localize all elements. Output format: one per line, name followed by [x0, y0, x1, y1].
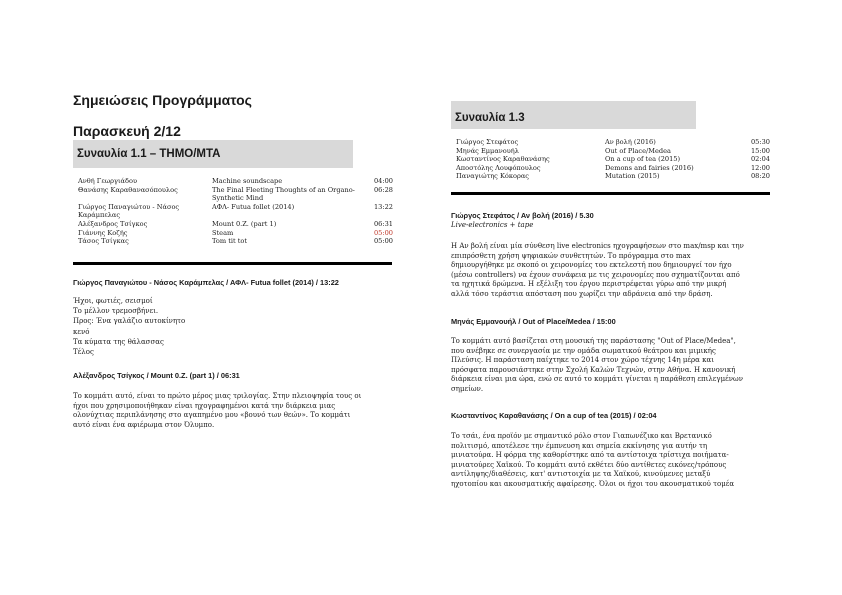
- text-line: που ανέβηκε σε συνεργασία με την ομάδα σωματικού θεάτρου και μιμικής: [451, 346, 716, 355]
- duration: 06:31: [373, 219, 393, 228]
- poem-line: Προς: Ένα γαλάζιο αυτοκίνητο: [73, 317, 186, 326]
- composer: Τάσος Τσίγκας: [78, 237, 129, 246]
- text-line: αντίληψης/διαθέσεις, κατ' αντιστοιχία με τα Χαϊκού, κινούμενες μεταξύ: [451, 470, 711, 479]
- composer-line2: Καράμπελας: [78, 211, 121, 220]
- text-line: ήχοι που χρησιμοποιήθηκαν είναι ηχογραφημένοι κατά την διάρκεια μιας: [73, 401, 336, 410]
- work-title: Mutation (2015): [605, 172, 660, 181]
- text-line: μινιατούρες Χαϊκού. Το κομμάτι αυτό εκθέτει δύο αντίθετες εικόνες/τρόπους: [451, 460, 727, 469]
- duration: 05:00: [373, 228, 393, 237]
- concert-heading-1-3: Συναυλία 1.3: [451, 101, 696, 129]
- work-title: Machine soundscape: [212, 177, 283, 185]
- composer: Γιώργος Παναγιώτου - Νάσος: [78, 202, 180, 211]
- section-divider: [451, 192, 770, 195]
- work-heading: Αλέξανδρος Τσίγκος / Mount 0.Z. (part 1) / 06:31: [73, 371, 240, 380]
- work-title: Steam: [212, 228, 234, 237]
- composer: Αποστόλης Λουφόπουλος: [456, 163, 541, 172]
- poem-line: Τέλος: [73, 348, 94, 357]
- instrumentation: Live-electronics + tape: [451, 221, 534, 229]
- text-line: πρόσφατα παρουσιάστηκε στην Σχολή Καλών Τεχνών, στην Αθήνα. Η κανονική: [451, 365, 736, 374]
- program-row: [456, 155, 770, 164]
- text-line: αυτό είναι ένα αφιέρωμα στον Όλυμπο.: [73, 420, 215, 429]
- text-line: αλλά τόσο τεράστια απόσταση που χωρίζει την αδράνεια από την δράση.: [451, 289, 713, 298]
- poem-line: Το μέλλον τρεμοσβήνει.: [73, 307, 159, 316]
- work-title: Mount 0.Z. (part 1): [212, 219, 277, 228]
- text-line: ολονύχτιας περιπλάνησης στο αγαπημένο μου «βουνό των θεών». Το κομμάτι: [73, 411, 351, 420]
- duration: 05:00: [373, 237, 393, 246]
- work-heading: Γιώργος Στεφάτος / Αν βολή (2016) / 5.30: [451, 211, 594, 220]
- program-table-left: [78, 177, 393, 255]
- text-line: πολιτισμό, αποτέλεσε την έμπνευση και σημεία εκκίνησης για αυτήν τη: [451, 441, 708, 450]
- duration: 02:04: [750, 155, 770, 164]
- program-row: [78, 229, 393, 238]
- program-row: [456, 172, 770, 181]
- work-title-line2: Synthetic Mind: [212, 194, 264, 203]
- text-line: Πλεύσις. Η παράσταση παίχτηκε το 2014 στον χώρο τέχνης 14η μέρα και: [451, 356, 714, 365]
- work-title: Αν βολή (2016): [605, 138, 656, 146]
- text-line: Το κομμάτι αυτό, είναι το πρώτο μέρος μιας τριλογίας. Στην πλειοψηφία τους οι: [73, 392, 362, 400]
- text-line: δημιουργήθηκε με σκοπό οι χειρονομίες του εκτελεστή που δημιουργεί τον ήχο: [451, 261, 732, 270]
- concert-heading-1-1: Συναυλία 1.1 – ΤΗΜΟ/ΜΤΑ: [73, 140, 353, 168]
- text-line: διάρκεια είναι μια ώρα, ενώ σε αυτό το κομμάτι γίνεται η παράθεση επιλεγμένων: [451, 375, 743, 384]
- text-line: επιπρόσθετη χρήση ψηφιακών συνθετητών. Το πρόγραμμα στο max: [451, 251, 691, 260]
- poem-line: κενό: [73, 327, 90, 336]
- composer: Παναγιώτης Κόκορας: [456, 172, 529, 181]
- work-description: [73, 392, 388, 430]
- text-line: μινιατούρα. Η φόρμα της καθορίστηκε από τα αντίστοιχα τρίστιχα ποιήματα-: [451, 451, 729, 460]
- page-title: Σημειώσεις Προγράμματος: [73, 92, 252, 108]
- work-heading: Γιώργος Παναγιώτου - Νάσος Καράμπελας / ΑΦΛ- Futua follet (2014) / 13:22: [73, 278, 339, 287]
- work-description: [451, 242, 771, 300]
- program-row: [78, 186, 393, 203]
- poem-line: Τα κύματα της θάλασσας: [73, 337, 164, 346]
- work-title: ΑΦΛ- Futua follet (2014): [212, 202, 295, 211]
- work-title: Out of Place/Medea: [605, 146, 671, 155]
- text-line: σημείων.: [451, 384, 484, 393]
- work-title: Demons and fairies (2016): [605, 163, 694, 172]
- composer: Κωσταντίνος Καραθανάσης: [456, 155, 550, 164]
- text-line: (μέσω controllers) να έχουν συνάφεια με τις χειρονομίες που σχηματίζονται από: [451, 270, 740, 279]
- work-title: Tom tit tot: [212, 237, 247, 246]
- text-line: τα ηχητικά δρώμενα. Η εξέλιξη του έργου περιστρέφεται γύρω από την μικρή: [451, 280, 727, 289]
- program-row: [78, 203, 393, 220]
- composer: Ανθή Γεωργιάδου: [78, 177, 137, 185]
- composer: Γιώργος Στεφάτος: [456, 138, 519, 146]
- text-line: Το κομμάτι αυτό βασίζεται στη μουσική της παράστασης "Out of Place/Medea",: [451, 337, 736, 345]
- duration: 12:00: [750, 163, 770, 172]
- text-line: ηχοτοπίου και ακουσματικής αφαίρεσης. Όλοι οι ήχοι του ακουσματικού τομέα: [451, 479, 735, 488]
- duration: 15:00: [750, 146, 770, 155]
- program-row: [78, 237, 393, 246]
- composer: Αλέξανδρος Τσίγκος: [78, 219, 148, 228]
- poem: [73, 296, 373, 357]
- program-row: [78, 177, 393, 186]
- date-heading: Παρασκευή 2/12: [73, 123, 181, 139]
- duration: 08:20: [750, 172, 770, 181]
- composer: Μηνάς Εμμανουήλ: [456, 146, 519, 155]
- duration: 06:28: [373, 185, 393, 194]
- duration: 04:00: [373, 177, 393, 185]
- duration: 13:22: [373, 202, 393, 211]
- work-heading: Μηνάς Εμμανουήλ / Out of Place/Medea / 15:00: [451, 317, 616, 326]
- program-row: [456, 138, 770, 147]
- work-title: On a cup of tea (2015): [605, 155, 681, 164]
- work-description: [451, 432, 771, 490]
- composer: Θανάσης Καραθανασόπουλος: [78, 185, 178, 194]
- work-heading: Κωσταντίνος Καραθανάσης / On a cup of tea (2015) / 02:04: [451, 411, 657, 420]
- program-row: [78, 220, 393, 229]
- composer: Γιάννης Κοζής: [78, 228, 128, 237]
- duration: 05:30: [750, 138, 770, 146]
- section-divider: [73, 262, 392, 265]
- program-row: [456, 164, 770, 173]
- text-line: Το τσάι, ένα προϊόν με σημαντικό ρόλο στον Γιαπωνέζικο και Βρετανικό: [451, 432, 712, 440]
- work-description: [451, 337, 771, 395]
- work-title: The Final Fleeting Thoughts of an Organo-: [212, 185, 355, 194]
- poem-line: Ήχοι, φωτιές, σεισμοί: [73, 297, 153, 305]
- program-row: [456, 147, 770, 156]
- program-table-right: [456, 138, 770, 183]
- text-line: Η Αν βολή είναι μία σύνθεση live electronics ηχογραφήσεων στο max/msp και την: [451, 242, 744, 250]
